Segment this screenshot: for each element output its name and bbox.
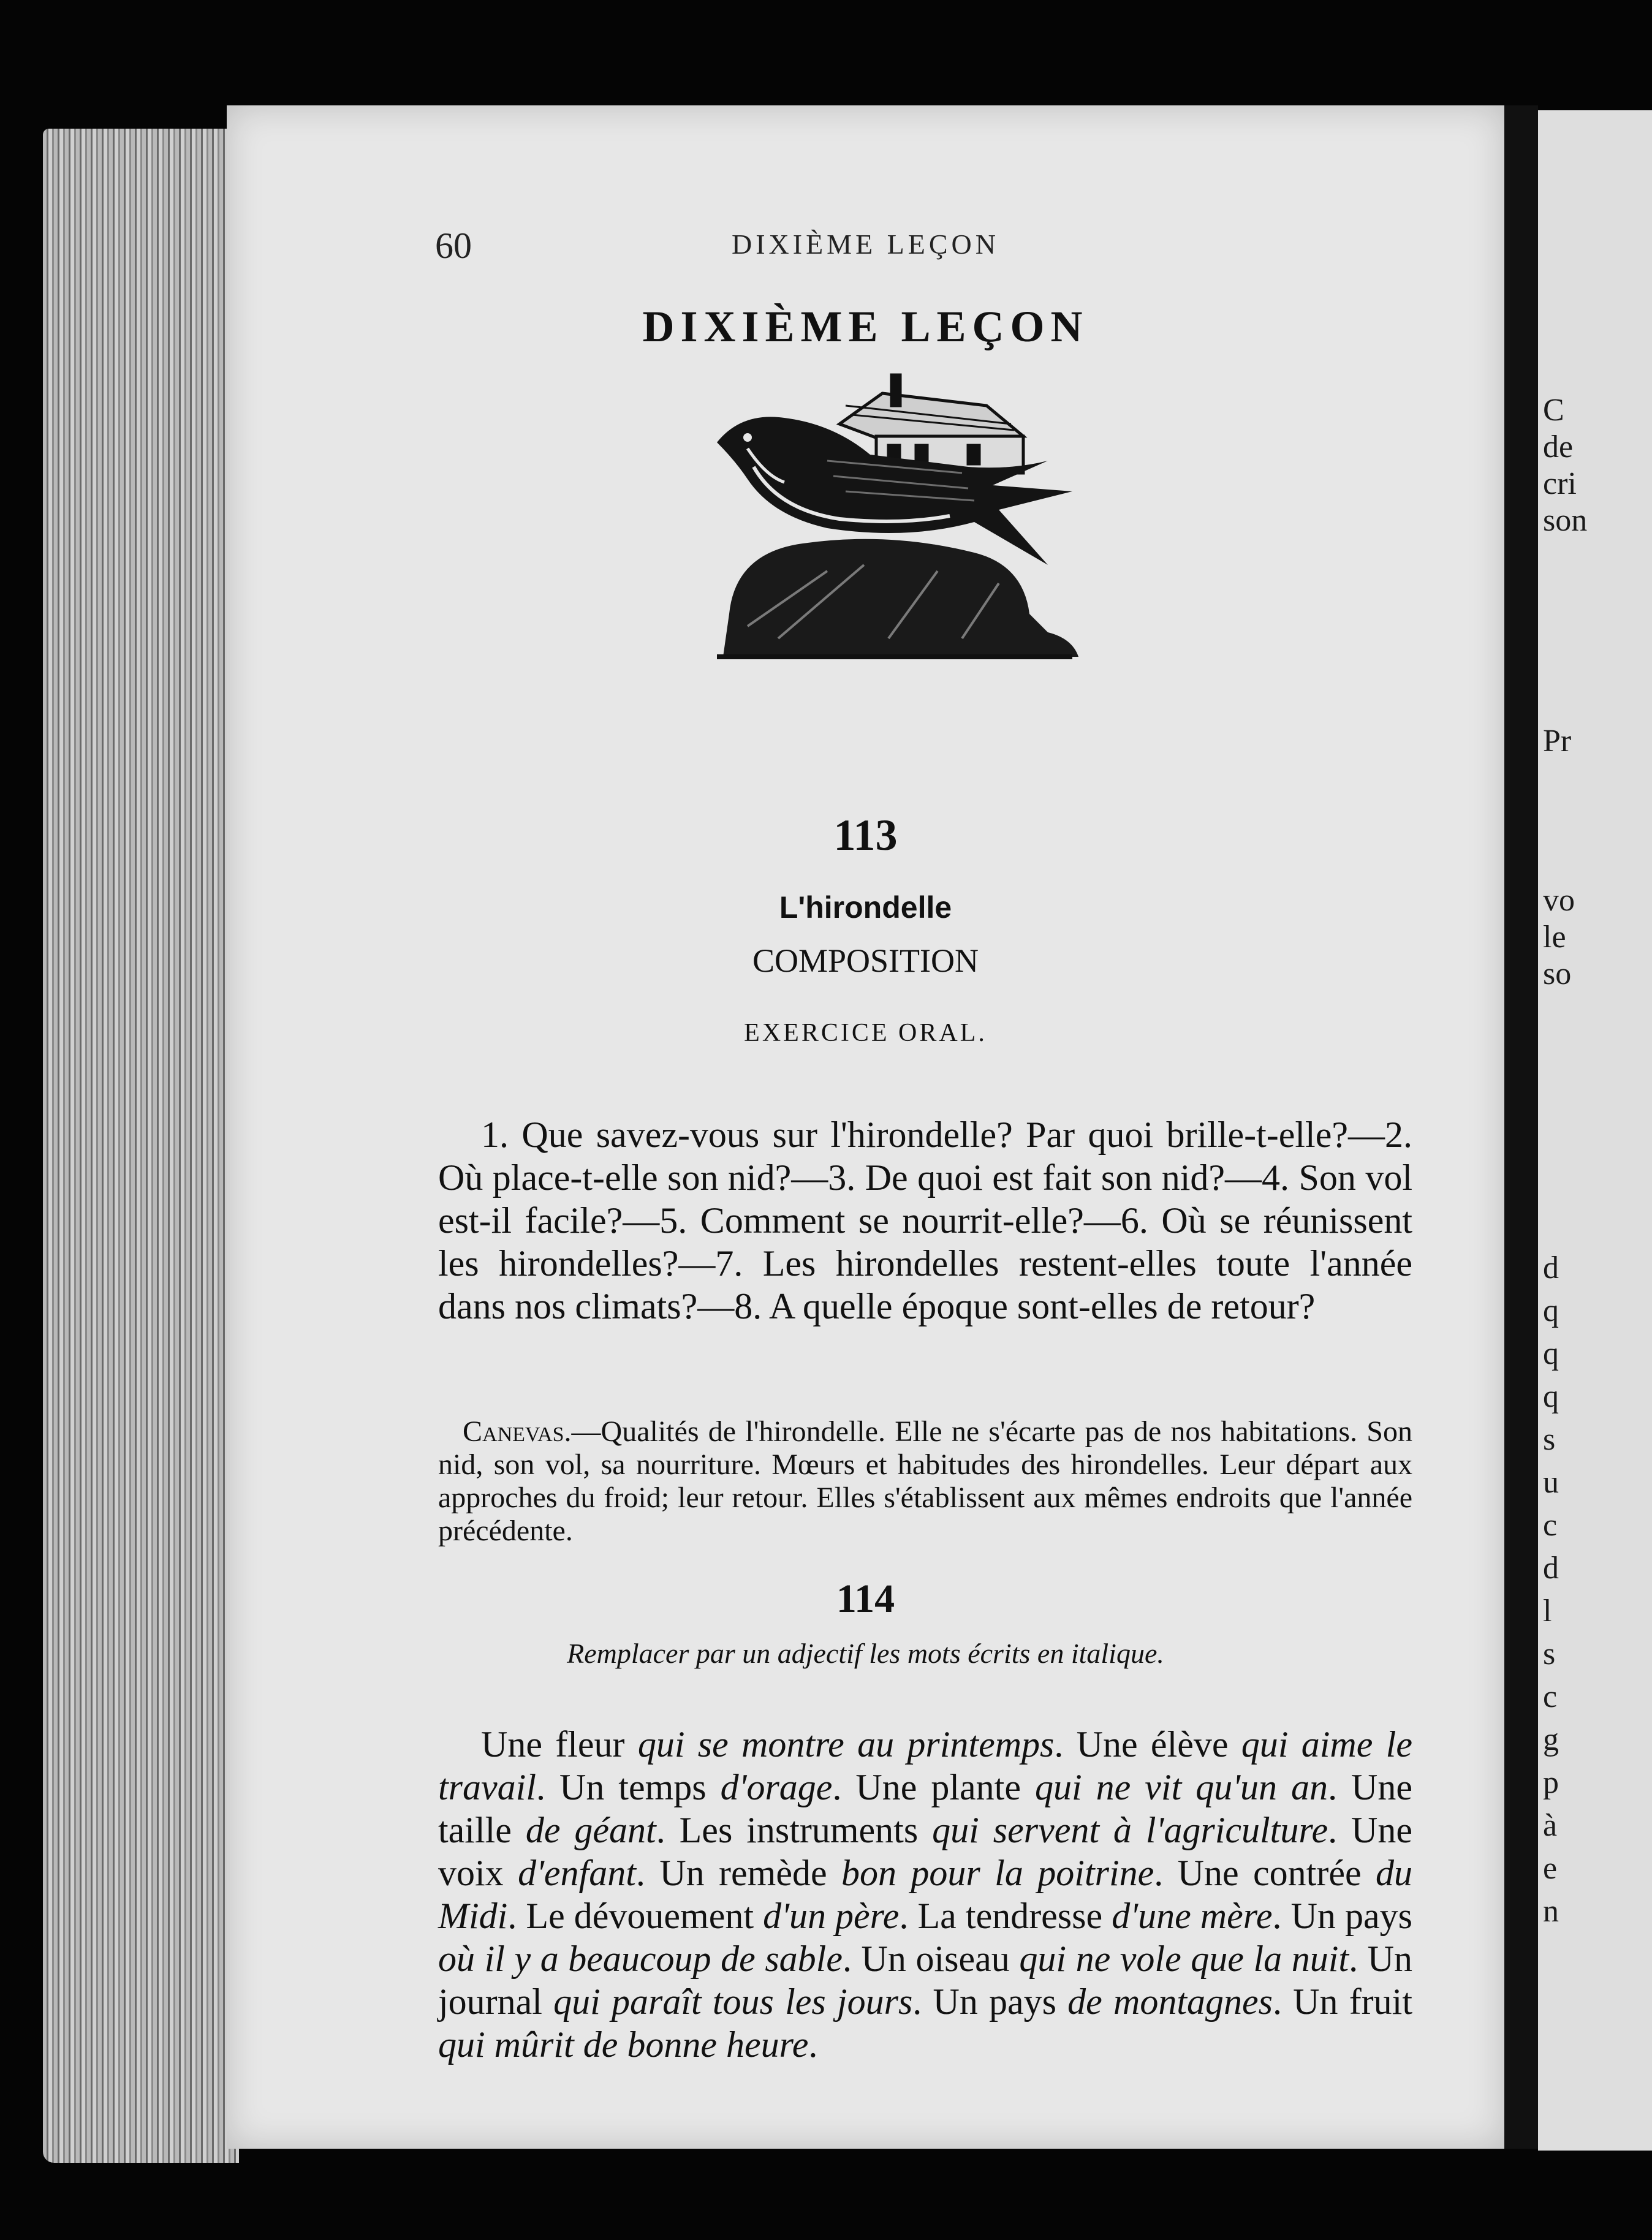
exercise-114-number: 114	[836, 1576, 895, 1621]
roman-text: . Le dévouement	[507, 1896, 763, 1936]
facing-page-fragment: s	[1543, 1636, 1556, 1671]
facing-page-fragment: à	[1543, 1808, 1558, 1843]
running-head: DIXIÈME LEÇON	[732, 229, 999, 260]
canevas-label: Canevas.	[463, 1415, 572, 1448]
facing-page-fragment: d	[1543, 1251, 1559, 1285]
italic-phrase: d'enfant	[518, 1853, 636, 1893]
facing-page-fragment: so	[1543, 956, 1572, 991]
facing-page-fragment: vo	[1543, 883, 1575, 918]
facing-page-fragment: C	[1543, 393, 1564, 428]
roman-text: . Un oiseau	[842, 1939, 1020, 1979]
lesson-title: DIXIÈME LEÇON	[642, 302, 1089, 351]
book-gutter	[1504, 105, 1538, 2149]
italic-phrase: d'un père	[763, 1896, 900, 1936]
roman-text: . Une plante	[832, 1767, 1035, 1807]
facing-page-fragment: de	[1543, 429, 1574, 464]
page-number: 60	[435, 225, 472, 266]
facing-page-fragment: e	[1543, 1851, 1558, 1886]
italic-phrase: qui ne vit qu'un an	[1034, 1767, 1328, 1807]
roman-text: . La tendresse	[899, 1896, 1112, 1936]
stacked-page-edges	[43, 129, 239, 2163]
facing-page-fragment: le	[1543, 920, 1566, 955]
roman-text: . Un temps	[536, 1767, 721, 1807]
facing-page-fragment: q	[1543, 1293, 1559, 1328]
italic-phrase: d'une mère	[1112, 1896, 1273, 1936]
facing-page-fragment: s	[1543, 1422, 1556, 1457]
roman-text: Une fleur	[481, 1724, 638, 1765]
italic-phrase: qui servent à l'agriculture	[932, 1810, 1328, 1850]
italic-phrase: qui ne vole que la nuit	[1019, 1939, 1349, 1979]
roman-text: . Un journal	[438, 1939, 1412, 2022]
rock-drawing	[717, 539, 1078, 657]
facing-page-fragment: d	[1543, 1551, 1559, 1586]
italic-phrase: du Midi	[438, 1853, 1413, 1936]
exercise-114-body	[438, 1723, 1412, 2066]
italic-phrase: de géant	[525, 1810, 656, 1850]
roman-text: .	[808, 2024, 818, 2065]
italic-phrase: qui se montre au printemps	[637, 1724, 1055, 1765]
roman-text: . Les instruments	[656, 1810, 933, 1850]
roman-text: . Un fruit	[1272, 1981, 1412, 2022]
italic-phrase: qui paraît tous les jours	[553, 1981, 913, 2022]
swallow-illustration	[705, 369, 1085, 687]
facing-page-fragment: cri	[1543, 466, 1577, 501]
roman-text: . Une contrée	[1154, 1853, 1376, 1893]
exercise-113-subtitle: COMPOSITION	[752, 942, 979, 979]
facing-page-fragment: c	[1543, 1508, 1558, 1543]
facing-page-fragment: n	[1543, 1894, 1559, 1929]
italic-phrase: qui aime le travail	[438, 1724, 1412, 1807]
facing-page-fragment: q	[1543, 1336, 1559, 1371]
book-page	[227, 105, 1504, 2149]
italic-phrase: d'orage	[720, 1767, 833, 1807]
facing-page-fragment: Pr	[1543, 724, 1572, 759]
roman-text: . Une élève	[1054, 1724, 1241, 1765]
exercise-113-title: L'hirondelle	[779, 890, 952, 925]
roman-text: . Un pays	[1272, 1896, 1413, 1936]
facing-page-fragment: u	[1543, 1465, 1559, 1500]
facing-page-fragment: q	[1543, 1379, 1559, 1414]
canevas-paragraph	[438, 1415, 1412, 1548]
oral-exercise-heading: EXERCICE ORAL.	[744, 1019, 987, 1047]
facing-page-fragment: p	[1543, 1765, 1559, 1800]
italic-phrase: de montagnes	[1067, 1981, 1273, 2022]
facing-page-fragment: l	[1543, 1594, 1552, 1629]
exercise-114-instruction: Remplacer par un adjectif les mots écrits en italique.	[567, 1638, 1164, 1669]
facing-page-edge	[1538, 110, 1652, 2151]
roman-text: . Une voix	[438, 1810, 1412, 1893]
oral-questions-paragraph: 1. Que savez-vous sur l'hirondelle? Par quoi brille-t-elle?—2. Où place-t-elle son nid?—3. De quoi est fait son nid?—4. Son vol est-il facile?—5. Comment se nourrit-elle?—6. Où se réunissent les hirondelles?—7. Les hirondelles restent-elles toute l'année dans nos climats?—8. A quelle époque sont-elles de retour?	[438, 1114, 1412, 1326]
roman-text: . Une taille	[438, 1767, 1413, 1850]
roman-text: . Un remède	[635, 1853, 842, 1893]
canevas-text: —Qualités de l'hirondelle. Elle ne s'écarte pas de nos habitations. Son nid, son vol, sa nourriture. Mœurs et habitudes des hirondelles. Leur départ aux approches du froid; leur retour. Elles s'établissent aux mêmes endroits que l'année précédente.	[438, 1415, 1412, 1547]
facing-page-fragment: c	[1543, 1679, 1558, 1714]
italic-phrase: qui mûrit de bonne heure	[438, 2024, 809, 2065]
italic-phrase: où il y a beaucoup de sable	[438, 1939, 843, 1979]
facing-page-fragment: son	[1543, 503, 1588, 538]
italic-phrase: bon pour la poitrine	[841, 1853, 1154, 1893]
exercise-113-number: 113	[833, 811, 898, 860]
facing-page-fragment: g	[1543, 1722, 1559, 1757]
roman-text: . Un pays	[912, 1981, 1068, 2022]
